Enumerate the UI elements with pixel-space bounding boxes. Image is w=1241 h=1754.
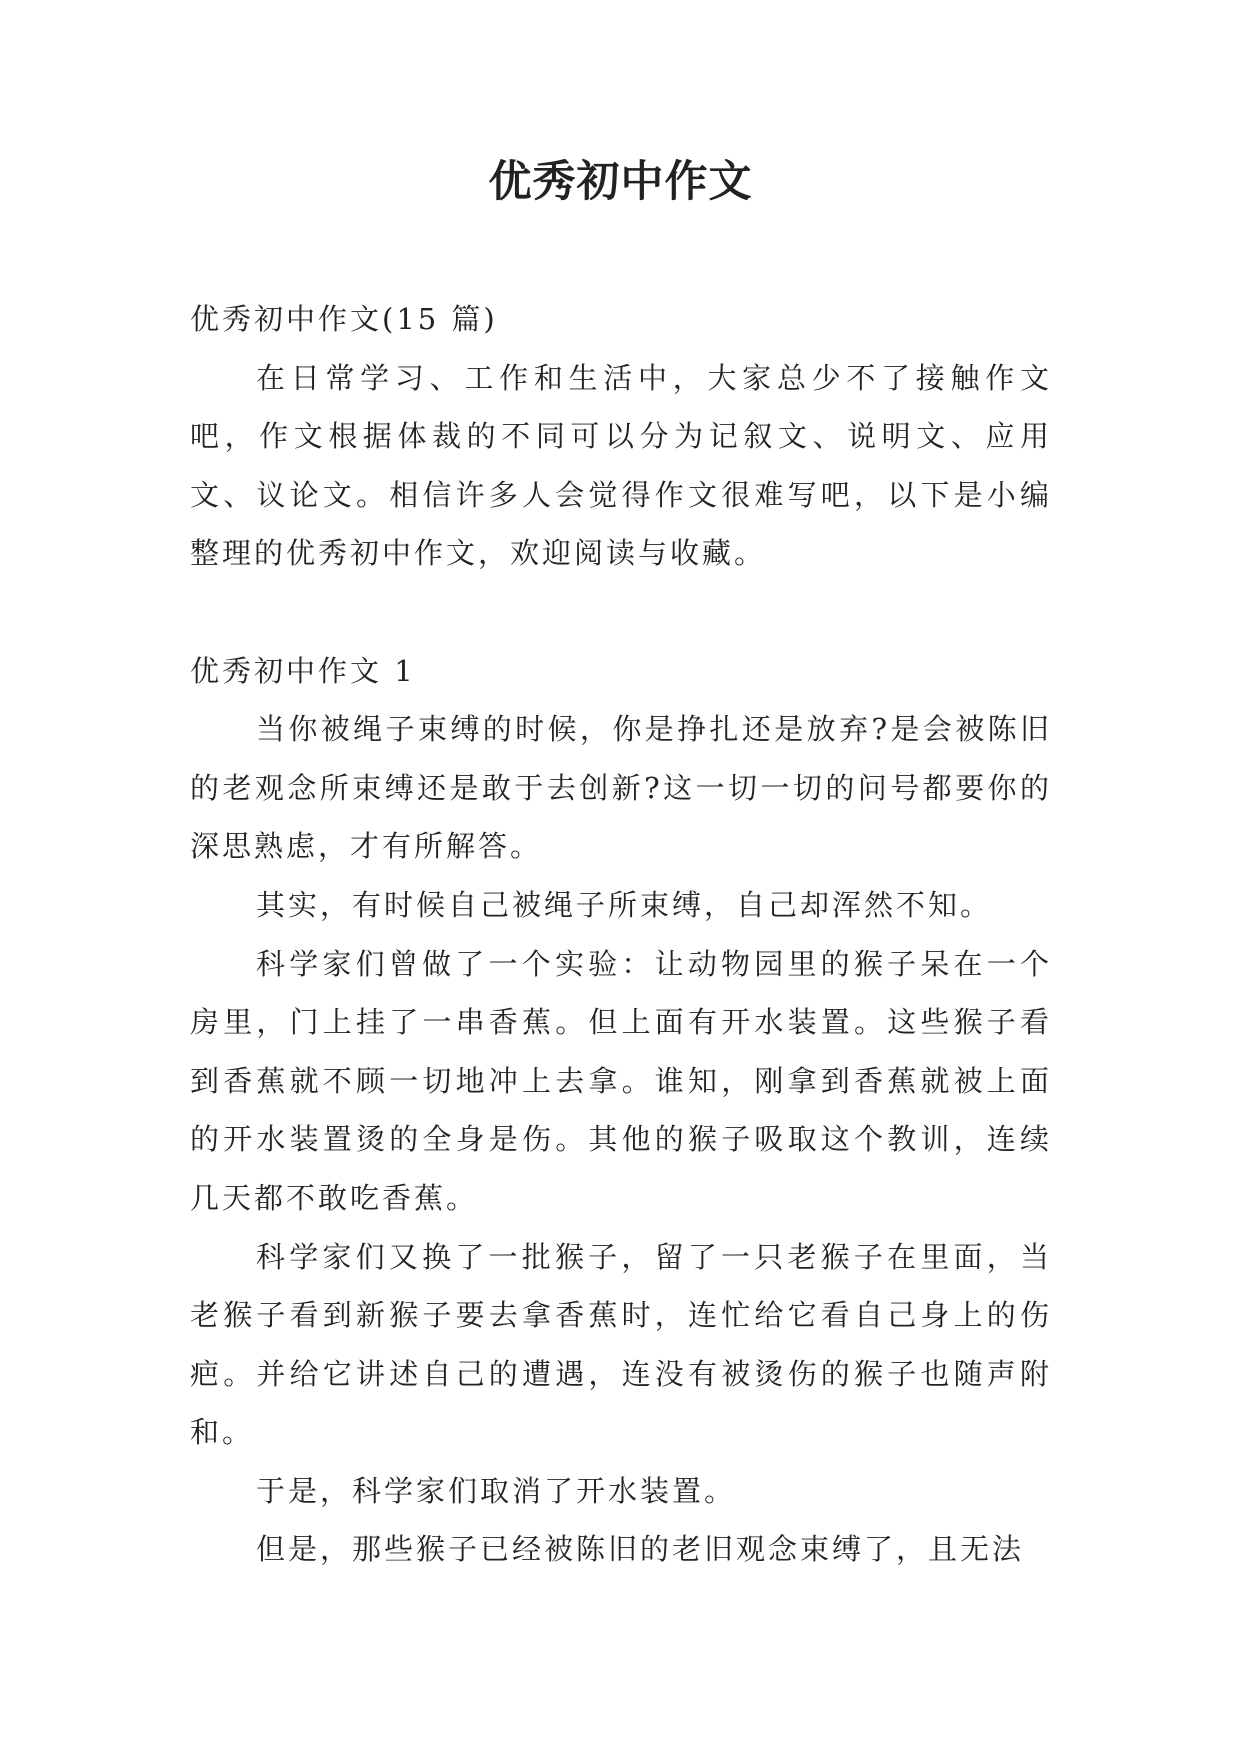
- intro-paragraph: 在日常学习、工作和生活中，大家总少不了接触作文吧，作文根据体裁的不同可以分为记叙文、说明文、应用文、议论文。相信许多人会觉得作文很难写吧，以下是小编整理的优秀初中作文，欢迎阅读与收藏。: [190, 360, 1052, 571]
- body-paragraph: 科学家们曾做了一个实验：让动物园里的猴子呆在一个房里，门上挂了一串香蕉。但上面有开水装置。这些猴子看到香蕉就不顾一切地冲上去拿。谁知，刚拿到香蕉就被上面的开水装置烫的全身是伤。其他的猴子吸取这个教训，连续几天都不敢吃香蕉。: [190, 946, 1052, 1215]
- body-paragraph: 但是，那些猴子已经被陈旧的老旧观念束缚了，且无法: [256, 1532, 1025, 1567]
- document-body: [190, 290, 1052, 1579]
- intro-heading: 优秀初中作文(15 篇): [190, 302, 498, 336]
- body-paragraph: 其实，有时候自己被绳子所束缚，自己却浑然不知。: [256, 887, 993, 922]
- body-paragraph: 科学家们又换了一批猴子，留了一只老猴子在里面，当老猴子看到新猴子要去拿香蕉时，连忙给它看自己身上的伤疤。并给它讲述自己的遭遇，连没有被烫伤的猴子也随声附和。: [190, 1239, 1052, 1450]
- section-heading: 优秀初中作文 1: [190, 653, 416, 688]
- section-spacer: [190, 583, 1052, 642]
- body-paragraph: 当你被绳子束缚的时候，你是挣扎还是放弃?是会被陈旧的老观念所束缚还是敢于去创新?这一切一切的问号都要你的深思熟虑，才有所解答。: [190, 712, 1052, 864]
- document-title: 优秀初中作文: [488, 157, 753, 207]
- body-paragraph: 于是，科学家们取消了开水装置。: [256, 1473, 737, 1508]
